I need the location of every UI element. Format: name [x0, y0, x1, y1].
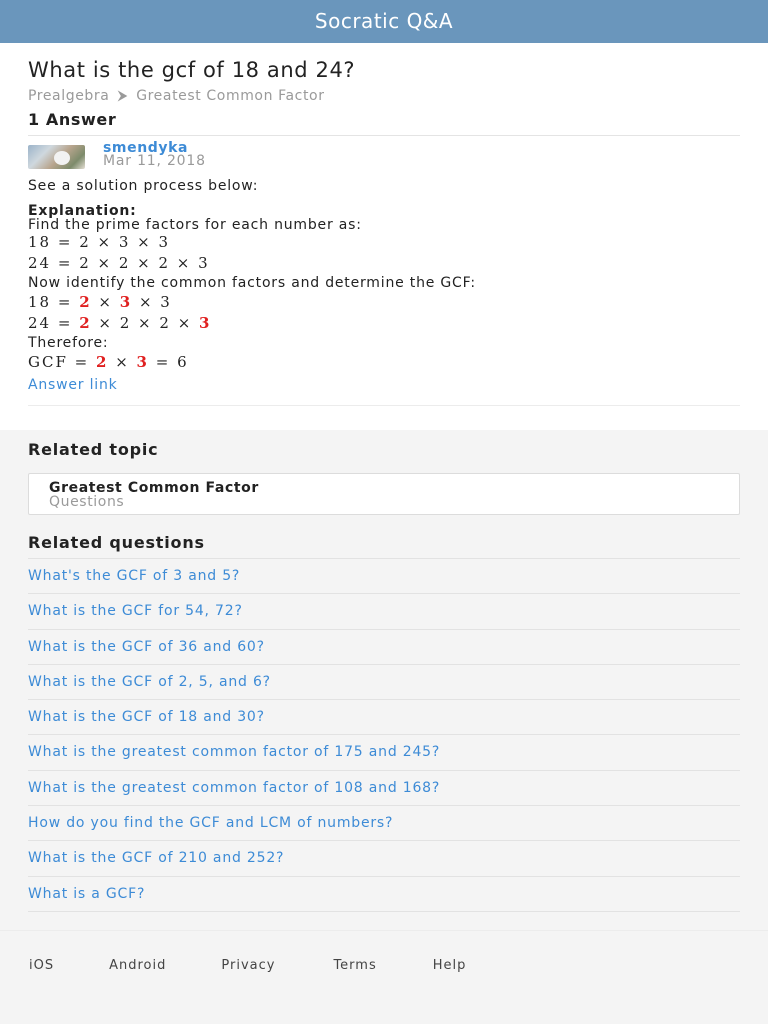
related-question-link[interactable]: What is the GCF of 36 and 60? [28, 630, 740, 665]
footer-link-help[interactable]: Help [432, 958, 467, 973]
related-question-link[interactable]: What is the GCF of 210 and 252? [28, 841, 740, 876]
related-topic-card[interactable] [28, 473, 740, 515]
related-question-link[interactable]: What is the GCF for 54, 72? [28, 594, 740, 629]
explanation-identify: Now identify the common factors and determine the GCF: [28, 275, 476, 291]
avatar[interactable] [28, 145, 85, 169]
related-section [0, 440, 768, 912]
math-line-24: 24 = 2 × 2 × 2 × 3 [28, 254, 210, 272]
answer-date: Mar 11, 2018 [103, 153, 206, 169]
author-info [103, 142, 206, 168]
related-questions-heading: Related questions [28, 533, 740, 559]
answer-link[interactable]: Answer link [28, 377, 118, 393]
app-header [0, 0, 768, 43]
related-question-link[interactable]: What is the greatest common factor of 175 and 245? [28, 735, 740, 770]
chevron-right-icon: ⮞ [117, 88, 129, 104]
math-highlight-24: 24 = 2 × 2 × 2 × 3 [28, 314, 212, 332]
explanation-therefore: Therefore: [28, 335, 109, 351]
related-question-link[interactable]: What is a GCF? [28, 877, 740, 912]
author-name[interactable]: smendyka [103, 140, 189, 156]
breadcrumb [28, 88, 740, 104]
divider [28, 405, 740, 406]
footer-link-ios[interactable]: iOS [29, 958, 55, 973]
explanation-label: Explanation: [28, 203, 137, 219]
math-gcf: GCF = 2 × 3 = 6 [28, 353, 189, 371]
related-question-link[interactable]: What's the GCF of 3 and 5? [28, 559, 740, 594]
related-topic-sub: Questions [49, 494, 125, 510]
answer-author [28, 142, 740, 170]
answer-summary: See a solution process below: [28, 178, 259, 194]
breadcrumb-topic[interactable]: Greatest Common Factor [136, 88, 325, 104]
footer-link-terms[interactable]: Terms [333, 958, 377, 973]
answer-panel [0, 43, 768, 430]
footer-link-android[interactable]: Android [109, 958, 167, 973]
related-question-link[interactable]: What is the GCF of 18 and 30? [28, 700, 740, 735]
footer [0, 930, 768, 1024]
math-highlight-18: 18 = 2 × 3 × 3 [28, 293, 172, 311]
related-question-link[interactable]: How do you find the GCF and LCM of numbers? [28, 806, 740, 841]
related-question-link[interactable]: What is the greatest common factor of 108 and 168? [28, 771, 740, 806]
answers-count: 1 Answer [28, 110, 740, 136]
footer-links [29, 958, 466, 973]
related-topic-heading: Related topic [28, 440, 159, 459]
question-title: What is the gcf of 18 and 24? [28, 58, 356, 82]
related-question-link[interactable]: What is the GCF of 2, 5, and 6? [28, 665, 740, 700]
app-title: Socratic Q&A [314, 9, 454, 33]
related-questions-list [28, 559, 740, 912]
explanation-intro: Find the prime factors for each number as: [28, 217, 362, 233]
related-topic-name: Greatest Common Factor [49, 480, 259, 496]
breadcrumb-subject[interactable]: Prealgebra [28, 88, 110, 104]
footer-link-privacy[interactable]: Privacy [221, 958, 276, 973]
math-line-18: 18 = 2 × 3 × 3 [28, 233, 171, 251]
